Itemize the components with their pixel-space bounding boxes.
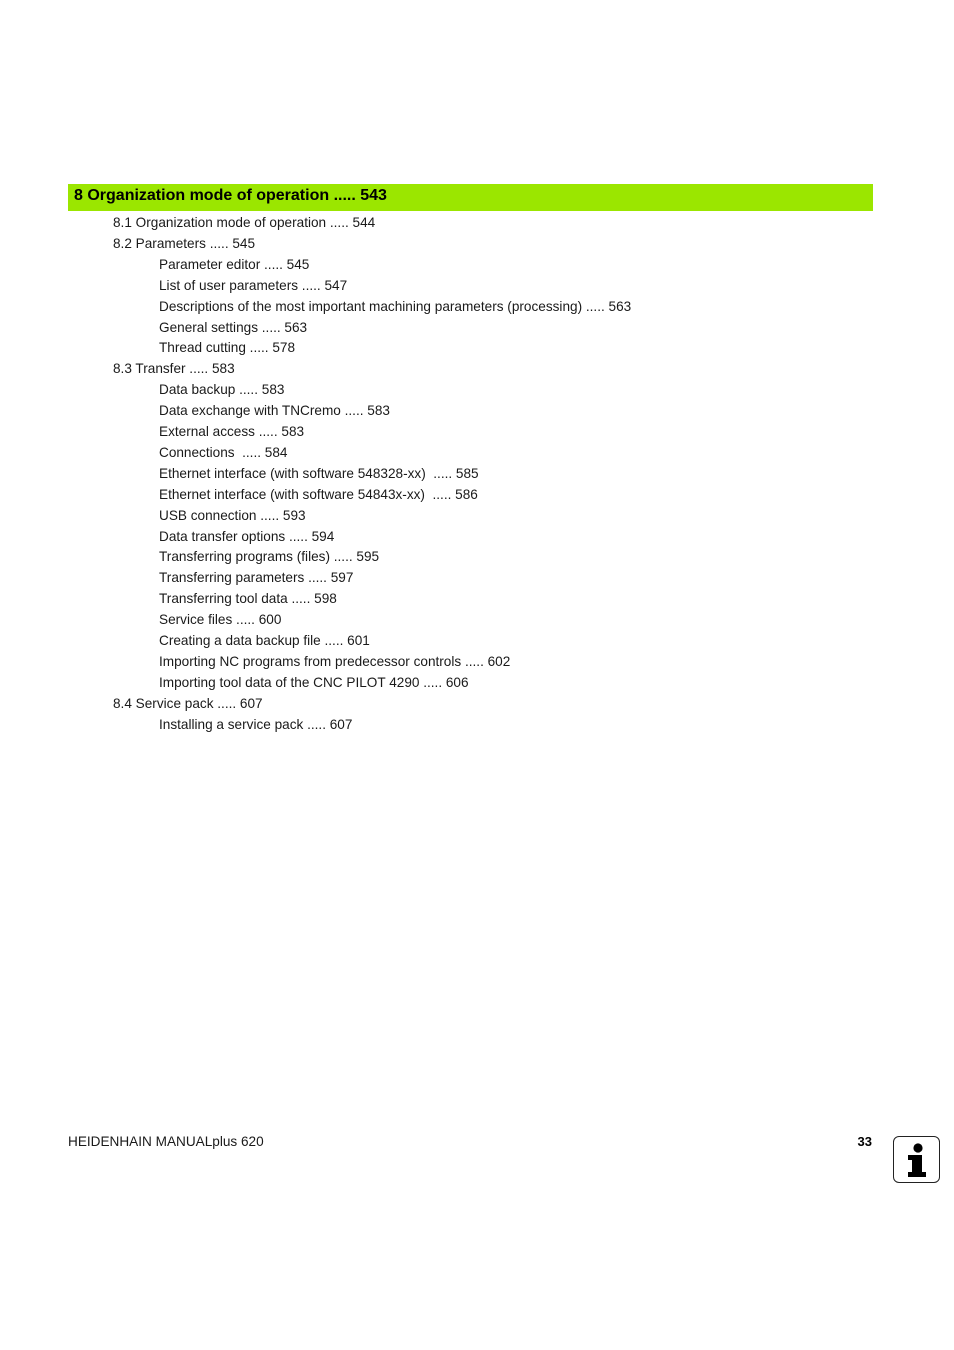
- toc-subsection-entry[interactable]: General settings ..... 563: [159, 319, 308, 335]
- toc-subsection-entry[interactable]: Installing a service pack ..... 607: [159, 716, 353, 732]
- toc-subsection-entry[interactable]: Connections ..... 584: [159, 444, 288, 460]
- toc-section-entry[interactable]: 8.2 Parameters ..... 545: [113, 235, 256, 251]
- toc-subsection-entry[interactable]: Importing NC programs from predecessor controls ..... 602: [159, 653, 511, 669]
- toc-section-entry[interactable]: 8.3 Transfer ..... 583: [113, 361, 235, 377]
- toc-subsection-entry[interactable]: External access ..... 583: [159, 424, 305, 439]
- footer-manual-title: HEIDENHAIN MANUALplus 620: [68, 1134, 264, 1149]
- toc-subsection-entry[interactable]: Parameter editor ..... 545: [159, 256, 310, 272]
- chapter-title[interactable]: 8 Organization mode of operation ..... 543: [74, 187, 387, 204]
- toc-subsection-entry[interactable]: Transferring parameters ..... 597: [159, 570, 354, 586]
- toc-subsection-entry[interactable]: Transferring tool data ..... 598: [159, 591, 337, 607]
- toc-subsection-entry[interactable]: Data backup ..... 583: [159, 382, 285, 398]
- toc-subsection-entry[interactable]: Transferring programs (files) ..... 595: [159, 549, 380, 565]
- toc-subsection-entry[interactable]: Ethernet interface (with software 548328-xx) ..... 585: [159, 465, 479, 481]
- toc-section-entry[interactable]: 8.4 Service pack ..... 607: [113, 695, 263, 711]
- toc-subsection-entry[interactable]: Data exchange with TNCremo ..... 583: [159, 403, 390, 419]
- toc-subsection-entry[interactable]: Data transfer options ..... 594: [159, 528, 335, 544]
- chapter-heading-bar: [68, 184, 873, 211]
- toc-subsection-entry[interactable]: Importing tool data of the CNC PILOT 4290 ..... 606: [159, 674, 469, 690]
- toc-section-entry[interactable]: 8.1 Organization mode of operation ..... 544: [113, 215, 376, 230]
- toc-subsection-entry[interactable]: Service files ..... 600: [159, 612, 282, 628]
- toc-subsection-entry[interactable]: Descriptions of the most important machining parameters (processing) ..... 563: [159, 298, 632, 314]
- toc-subsection-entry[interactable]: Creating a data backup file ..... 601: [159, 633, 370, 648]
- toc-subsection-entry[interactable]: Thread cutting ..... 578: [159, 340, 296, 356]
- toc-subsection-entry[interactable]: List of user parameters ..... 547: [159, 277, 348, 293]
- toc-subsection-entry[interactable]: Ethernet interface (with software 54843x-xx) ..... 586: [159, 486, 478, 502]
- info-icon: [893, 1136, 940, 1183]
- page-number: 33: [857, 1134, 872, 1149]
- toc-subsection-entry[interactable]: USB connection ..... 593: [159, 507, 306, 523]
